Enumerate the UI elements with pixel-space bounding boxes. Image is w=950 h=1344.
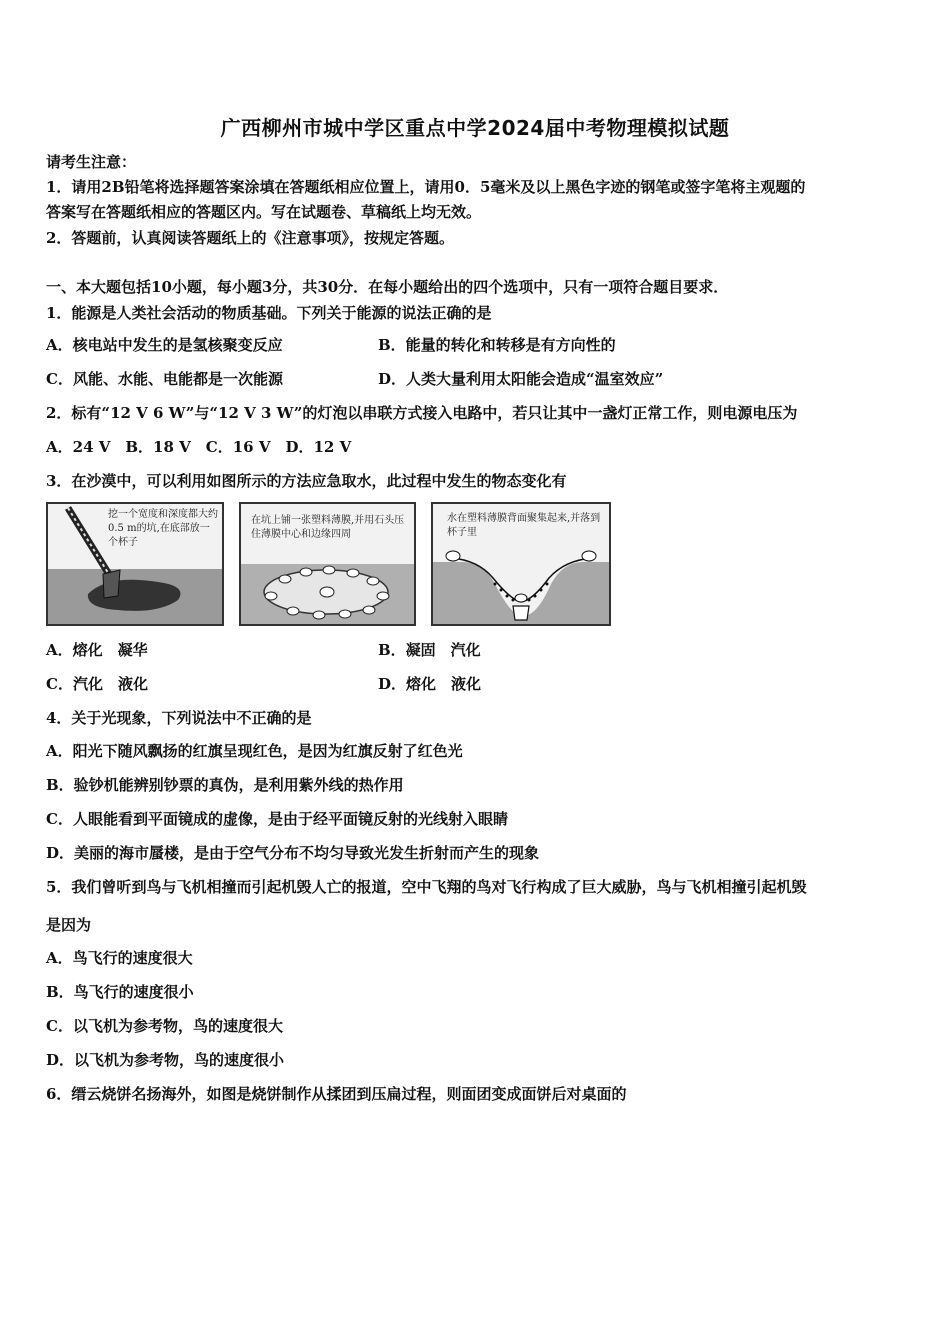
notice-heading: 请考生注意： [46, 153, 137, 171]
q5-stem-line-1: 5．我们曾听到鸟与飞机相撞而引起机毁人亡的报道，空中飞翔的鸟对飞行构成了巨大威胁，鸟与飞机相撞引起机毁 [46, 878, 807, 896]
q5-option-d: D．以飞机为参考物，鸟的速度很小 [46, 1051, 285, 1069]
q1-option-d: D．人类大量利用太阳能会造成“温室效应” [378, 370, 664, 388]
fig2-caption: 在坑上铺一张塑料薄膜,并用石头压住薄膜中心和边缘四周 [251, 515, 405, 540]
q3-option-d: D．熔化 液化 [378, 675, 482, 693]
section-heading: 一、本大题包括10小题，每小题3分，共30分．在每小题给出的四个选项中，只有一项符合题目要求． [46, 278, 729, 296]
q4-option-c: C．人眼能看到平面镜成的虚像，是由于经平面镜反射的光线射入眼睛 [46, 810, 508, 828]
q3-figure-2 [239, 502, 416, 626]
q3-option-c: C．汽化 液化 [46, 675, 148, 693]
notice-line-2: 答案写在答题纸相应的答题区内。写在试题卷、草稿纸上均无效。 [46, 203, 482, 221]
q5-option-c: C．以飞机为参考物，鸟的速度很大 [46, 1017, 283, 1035]
q3-option-b: B．凝固 汽化 [378, 641, 481, 659]
q1-option-a: A．核电站中发生的是氢核聚变反应 [46, 336, 283, 354]
q1-option-c: C．风能、水能、电能都是一次能源 [46, 370, 283, 388]
q1-stem: 1．能源是人类社会活动的物质基础。下列关于能源的说法正确的是 [46, 304, 492, 322]
q4-option-d: D．美丽的海市蜃楼，是由于空气分布不均匀导致光发生折射而产生的现象 [46, 844, 540, 862]
q1-option-b: B．能量的转化和转移是有方向性的 [378, 336, 616, 354]
q5-option-a: A．鸟飞行的速度很大 [46, 949, 193, 967]
q5-stem-line-2: 是因为 [46, 916, 92, 934]
q5-option-b: B．鸟飞行的速度很小 [46, 983, 194, 1001]
page-title: 广西柳州市城中学区重点中学2024届中考物理模拟试题 [220, 116, 730, 140]
fig3-caption: 水在塑料薄膜背面聚集起来,并落到杯子里 [447, 513, 601, 538]
q4-option-b: B．验钞机能辨别钞票的真伪，是利用紫外线的热作用 [46, 776, 404, 794]
q3-option-a: A．熔化 凝华 [46, 641, 148, 659]
notice-line-3: 2．答题前，认真阅读答题纸上的《注意事项》，按规定答题。 [46, 229, 454, 247]
fig1-caption: 挖一个宽度和深度都大约0.5 m的坑,在底部放一个杯子 [108, 509, 218, 548]
notice-line-1: 1．请用2B铅笔将选择题答案涂填在答题纸相应位置上，请用0．5毫米及以上黑色字迹的钢笔或签字笔将主观题的 [46, 178, 806, 196]
q2-stem: 2．标有“12 V 6 W”与“12 V 3 W”的灯泡以串联方式接入电路中，若只让其中一盏灯正常工作，则电源电压为 [46, 404, 798, 422]
q4-stem: 4．关于光现象，下列说法中不正确的是 [46, 709, 312, 727]
q3-stem: 3．在沙漠中，可以利用如图所示的方法应急取水，此过程中发生的物态变化有 [46, 472, 567, 490]
q3-figure-1 [46, 502, 224, 626]
q3-figure-3 [431, 502, 611, 626]
q4-option-a: A．阳光下随风飘扬的红旗呈现红色，是因为红旗反射了红色光 [46, 742, 463, 760]
q2-options: A．24 V B．18 V C．16 V D．12 V [46, 438, 352, 456]
q6-stem: 6．缙云烧饼名扬海外，如图是烧饼制作从揉团到压扁过程，则面团变成面饼后对桌面的 [46, 1085, 627, 1103]
